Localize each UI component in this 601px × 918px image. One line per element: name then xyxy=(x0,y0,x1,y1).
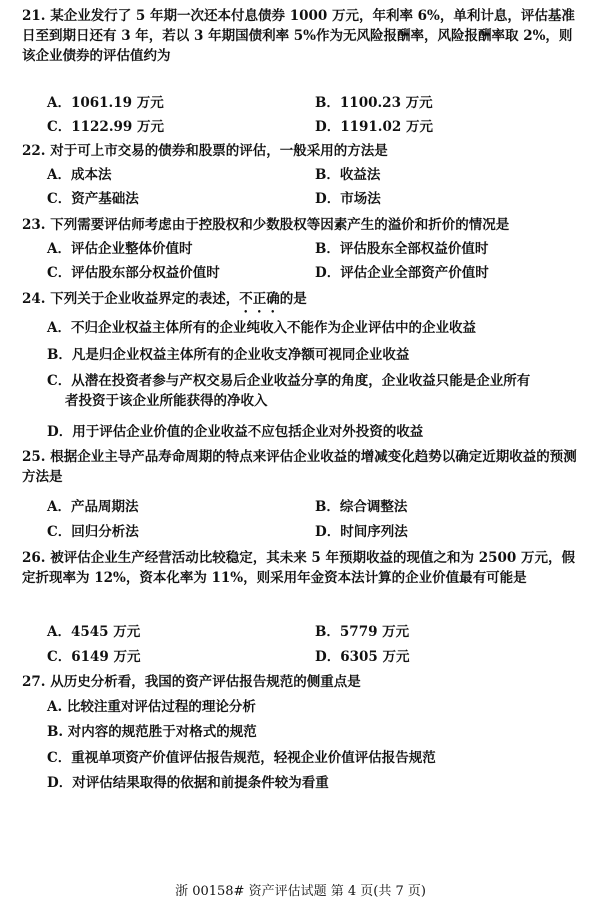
option-a[interactable]: A．成本法 xyxy=(47,167,112,183)
question-stem: 从历史分析看，我国的资产评估报告规范的侧重点是 xyxy=(50,674,361,690)
option-c-continuation: 者投资于该企业所能获得的净收入 xyxy=(65,393,268,409)
option-b[interactable]: B．综合调整法 xyxy=(315,499,408,515)
question-stem: 某企业发行了 5 年期一次还本付息债券 1000 万元，年利率 6%，单利计息，评估基准日至到期日还有 3 年，若以 3 年期国债利率 5%作为无风险报酬率，风险报酬率取 2%，则该企业债券的评估值约为 xyxy=(22,8,575,64)
option-a[interactable]: A．不归企业权益主体所有的企业纯收入不能作为企业评估中的企业收益 xyxy=(47,320,476,336)
option-b[interactable]: B．凡是归企业权益主体所有的企业收支净额可视同企业收益 xyxy=(47,347,410,363)
option-d[interactable]: D．市场法 xyxy=(315,191,381,207)
option-b[interactable]: B．1100.23 万元 xyxy=(315,95,433,111)
option-d[interactable]: D．评估企业全部资产价值时 xyxy=(315,265,489,281)
question-stem: 根据企业主导产品寿命周期的特点来评估企业收益的增减变化趋势以确定近期收益的预测方法是 xyxy=(22,449,577,485)
option-c-text: C．从潜在投资者参与产权交易后企业收益分享的角度，企业收益只能是企业所有 xyxy=(47,373,531,389)
question-stem-after: 的是 xyxy=(279,291,307,307)
option-c[interactable]: C．资产基础法 xyxy=(47,191,139,207)
option-d[interactable]: D．对评估结果取得的依据和前提条件较为看重 xyxy=(47,775,329,791)
question-stem: 对于可上市交易的债券和股票的评估，一般采用的方法是 xyxy=(50,143,388,159)
option-b[interactable]: B．评估股东全部权益价值时 xyxy=(315,241,489,257)
option-d[interactable]: D．6305 万元 xyxy=(315,649,410,665)
option-a[interactable]: A. 比较注重对评估过程的理论分析 xyxy=(47,699,256,715)
option-b[interactable]: B．5779 万元 xyxy=(315,624,410,640)
question-number: 25. xyxy=(22,449,46,465)
option-d[interactable]: D．时间序列法 xyxy=(315,524,408,540)
question-21-text xyxy=(22,6,580,66)
option-b[interactable]: B．收益法 xyxy=(315,167,381,183)
option-c[interactable]: C．1122.99 万元 xyxy=(47,119,165,135)
option-b[interactable]: B. 对内容的规范胜于对格式的规范 xyxy=(47,724,257,740)
question-25-text xyxy=(22,447,580,487)
option-c[interactable] xyxy=(47,371,577,411)
question-number: 21. xyxy=(22,8,46,24)
emphasis-not-correct: 不正确 xyxy=(239,291,280,307)
option-a[interactable]: A．产品周期法 xyxy=(47,499,139,515)
option-c[interactable]: C．重视单项资产价值评估报告规范，轻视企业价值评估报告规范 xyxy=(47,750,436,766)
question-stem: 被评估企业生产经营活动比较稳定，其未来 5 年预期收益的现值之和为 2500 万元，假定折现率为 12%，资本化率为 11%，则采用年金资本法计算的企业价值最有可能是 xyxy=(22,550,575,586)
question-26-text xyxy=(22,548,580,588)
option-c[interactable]: C．6149 万元 xyxy=(47,649,141,665)
option-d[interactable]: D．1191.02 万元 xyxy=(315,119,433,135)
option-a[interactable]: A．评估企业整体价值时 xyxy=(47,241,193,257)
question-number: 23. xyxy=(22,217,46,233)
question-24-text xyxy=(22,289,580,316)
option-c[interactable]: C．评估股东部分权益价值时 xyxy=(47,265,220,281)
question-number: 22. xyxy=(22,143,46,159)
question-22-text xyxy=(22,141,580,161)
question-number: 24. xyxy=(22,291,46,307)
question-27-text xyxy=(22,672,580,692)
option-d[interactable]: D．用于评估企业价值的企业收益不应包括企业对外投资的收益 xyxy=(47,424,424,440)
question-number: 26. xyxy=(22,550,46,566)
question-number: 27. xyxy=(22,674,46,690)
page-footer: 浙 00158# 资产评估试题 第 4 页(共 7 页) xyxy=(175,884,426,899)
question-stem: 下列需要评估师考虑由于控股权和少数股权等因素产生的溢价和折价的情况是 xyxy=(50,217,510,233)
option-a[interactable]: A．1061.19 万元 xyxy=(47,95,164,111)
option-c[interactable]: C．回归分析法 xyxy=(47,524,139,540)
question-stem-before: 下列关于企业收益界定的表述， xyxy=(50,291,240,307)
question-23-text xyxy=(22,215,580,235)
option-a[interactable]: A．4545 万元 xyxy=(47,624,141,640)
